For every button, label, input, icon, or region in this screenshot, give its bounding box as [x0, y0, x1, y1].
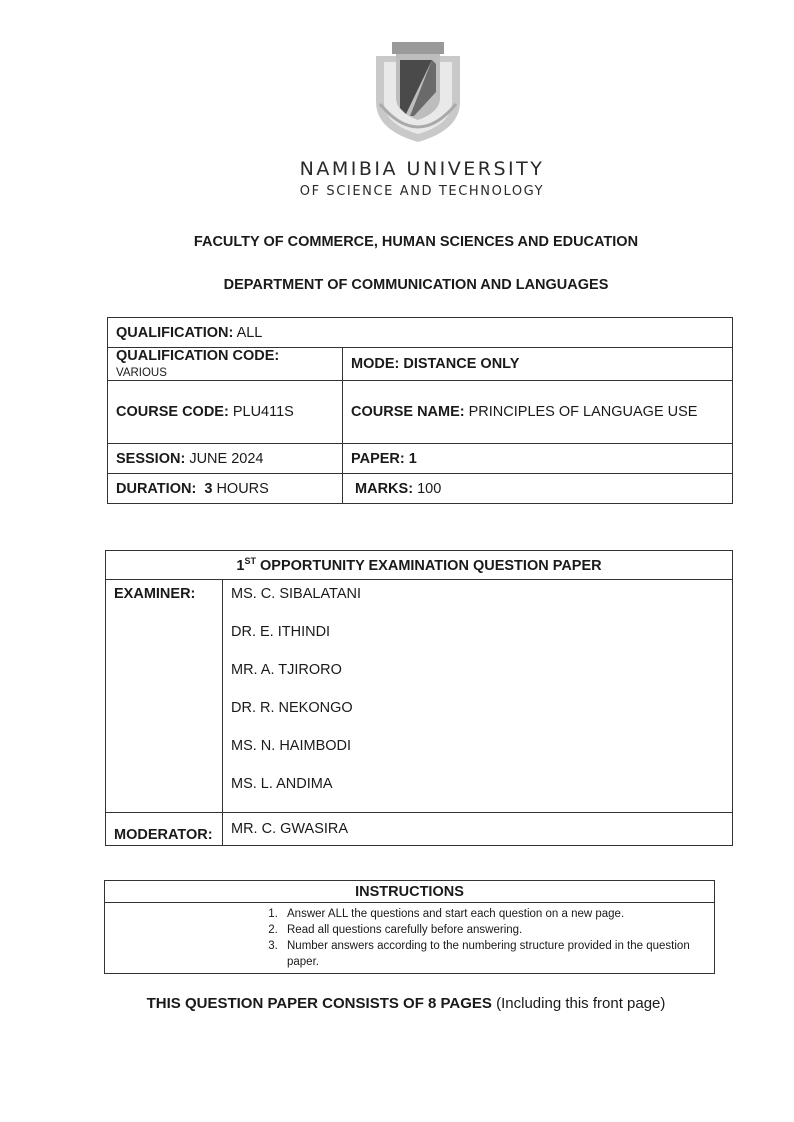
examiner-name: MS. C. SIBALATANI	[231, 586, 361, 602]
examiner-list	[223, 580, 733, 813]
moderator-label: MODERATOR:	[106, 813, 223, 846]
examiner-label: EXAMINER:	[106, 580, 223, 813]
examiner-name: DR. R. NEKONGO	[231, 700, 353, 716]
university-name: NAMIBIA UNIVERSITY	[299, 158, 545, 180]
instruction-item: 2. Read all questions carefully before answering.	[281, 922, 706, 938]
duration-cell: DURATION: 3 HOURS	[108, 474, 343, 504]
paper-cell: PAPER: 1	[343, 444, 733, 474]
qualification-cell: QUALIFICATION: ALL	[108, 318, 733, 348]
session-cell: SESSION: JUNE 2024	[108, 444, 343, 474]
course-code-cell: COURSE CODE: PLU411S	[108, 381, 343, 444]
qualification-code-cell: QUALIFICATION CODE: VARIOUS	[108, 348, 343, 381]
moderator-name: MR. C. GWASIRA	[223, 813, 733, 846]
examiner-name: MR. A. TJIRORO	[231, 662, 342, 678]
department-heading: DEPARTMENT OF COMMUNICATION AND LANGUAGES	[223, 277, 609, 293]
page-count-note: THIS QUESTION PAPER CONSISTS OF 8 PAGES (Including this front page)	[146, 995, 666, 1012]
instruction-item: 1. Answer ALL the questions and start each question on a new page.	[281, 906, 706, 922]
university-subtitle: OF SCIENCE AND TECHNOLOGY	[299, 184, 545, 199]
marks-cell: MARKS: 100	[343, 474, 733, 504]
faculty-heading: FACULTY OF COMMERCE, HUMAN SCIENCES AND EDUCATION	[193, 234, 639, 250]
examiner-name: DR. E. ITHINDI	[231, 624, 331, 640]
mode-cell: MODE: DISTANCE ONLY	[343, 348, 733, 381]
course-info-table	[107, 317, 733, 504]
university-logo	[370, 42, 466, 144]
instructions-table	[104, 880, 715, 974]
instruction-item: 3. Number answers according to the numbering structure provided in the question paper.	[281, 938, 706, 970]
instructions-title: INSTRUCTIONS	[105, 881, 715, 903]
examiners-table	[105, 550, 733, 846]
instructions-body	[105, 903, 715, 974]
examiner-name: MS. L. ANDIMA	[231, 776, 333, 792]
examiner-name: MS. N. HAIMBODI	[231, 738, 352, 754]
course-name-cell: COURSE NAME: PRINCIPLES OF LANGUAGE USE	[343, 381, 733, 444]
exam-title: 1ST OPPORTUNITY EXAMINATION QUESTION PAPER	[106, 551, 733, 580]
